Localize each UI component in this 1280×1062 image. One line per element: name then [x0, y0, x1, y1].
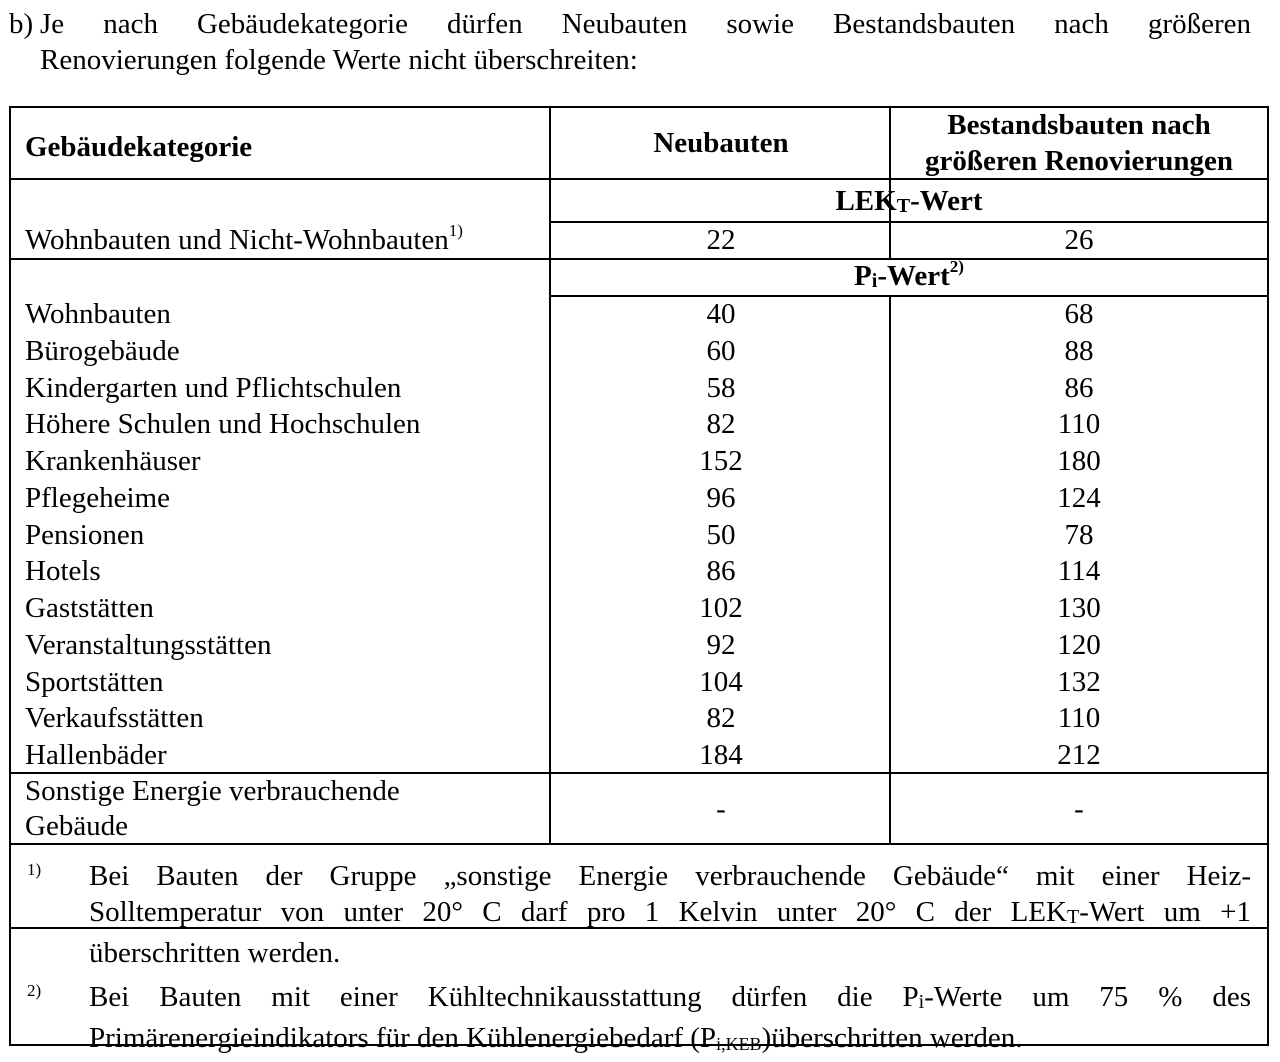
row-value-new: 102: [699, 592, 743, 624]
row-value-existing: 88: [1064, 335, 1094, 367]
row-value-new: 50: [706, 519, 736, 551]
row-value-new: 184: [699, 739, 743, 771]
row-value-new: 82: [706, 408, 736, 440]
row-value-existing: 124: [1057, 482, 1101, 514]
row-value-new: 60: [706, 335, 736, 367]
last-row-value-existing: -: [1074, 793, 1084, 825]
row-label: Pensionen: [25, 519, 145, 551]
pi-section-title: $P_i-Wert^{2)}$: [854, 257, 964, 292]
row-value-existing: 130: [1057, 592, 1101, 624]
row-label: Wohnbauten: [25, 298, 171, 330]
row-value-new: 86: [706, 555, 736, 587]
table-row: [25, 223, 463, 257]
table-border-bottom: [9, 843, 1269, 845]
row-value-existing: 68: [1064, 298, 1094, 330]
header-divider: [9, 178, 1269, 180]
lek-section-title: $LEK_T$-Wert: [835, 185, 983, 217]
intro-line-2: Renovierungen folgende Werte nicht überschreiten:: [40, 44, 638, 76]
last-row-label-2: Gebäude: [25, 810, 129, 842]
row-value-existing: 26: [1064, 224, 1094, 256]
header-new-buildings: Neubauten: [653, 127, 789, 159]
footnote-2-line-1: Bei Bauten mit einer Kühltechnikausstattung dürfen die $P_i$-Werte um 75 % des: [89, 981, 1251, 1013]
row-value-new: 92: [706, 629, 736, 661]
row-label: Wohnbauten und Nicht-Wohnbauten: [25, 224, 449, 256]
row-value-existing: 86: [1064, 372, 1094, 404]
row-value-new: 40: [706, 298, 736, 330]
intro-line-1: Je nach Gebäudekategorie dürfen Neubauten sowie Bestandsbauten nach größeren: [40, 8, 1251, 40]
row-label: Sportstätten: [25, 666, 164, 698]
intro-paragraph: [9, 6, 1251, 78]
row-value-existing: 132: [1057, 666, 1101, 698]
footnote-1-line-1: Bei Bauten der Gruppe „sonstige Energie verbrauchende Gebäude“ mit einer Heiz-: [89, 860, 1251, 892]
header-existing-line-2: größeren Renovierungen: [925, 145, 1233, 177]
row-value-existing: 212: [1057, 739, 1101, 771]
row-value-new: 22: [706, 224, 736, 256]
header-category: Gebäudekategorie: [25, 131, 253, 163]
row-value-new: 82: [706, 702, 736, 734]
row-value-existing: 110: [1057, 408, 1101, 440]
header-existing-line-1: Bestandsbauten nach: [947, 109, 1211, 141]
table-border-left: [9, 106, 11, 1046]
row-value-existing: 180: [1057, 445, 1101, 477]
footnote-2-line-2: Primärenergieindikators für den Kühlenergiebedarf $(P_{i,KEB})überschritten$ werden.: [89, 1022, 1023, 1054]
row-label: Pflegeheime: [25, 482, 170, 514]
row-value-new: 96: [706, 482, 736, 514]
item-label: b): [9, 8, 34, 40]
row-label: Bürogebäude: [25, 335, 180, 367]
row-label: Veranstaltungsstätten: [25, 629, 272, 661]
row-label: Höhere Schulen und Hochschulen: [25, 408, 421, 440]
row-value-new: 58: [706, 372, 736, 404]
row-value-existing: 114: [1057, 555, 1101, 587]
footnote-1-line-3: überschritten werden.: [89, 937, 341, 969]
row-label: Kindergarten und Pflichtschulen: [25, 372, 402, 404]
row-value-existing: 110: [1057, 702, 1101, 734]
footnote-1-mark: 1): [27, 860, 42, 879]
footnote-ref: 1): [448, 221, 463, 241]
row-label: Hallenbäder: [25, 739, 167, 771]
row-value-new: 104: [699, 666, 743, 698]
last-row-value-new: -: [716, 793, 726, 825]
last-row-label-1: Sonstige Energie verbrauchende: [25, 775, 400, 807]
row-label: Hotels: [25, 555, 101, 587]
row-label: Gaststätten: [25, 592, 154, 624]
row-value-new: 152: [699, 445, 743, 477]
row-label: Verkaufsstätten: [25, 702, 204, 734]
row-value-existing: 78: [1064, 519, 1094, 551]
table-border-right: [1267, 106, 1269, 1046]
row-label: Krankenhäuser: [25, 445, 201, 477]
footnote-2-mark: 2): [27, 981, 42, 1000]
footnote-1-line-2: Solltemperatur von unter 20° C darf pro 1 Kelvin unter 20° C der $LEK_T$-Wert um +1: [89, 896, 1251, 928]
row-value-existing: 120: [1057, 629, 1101, 661]
